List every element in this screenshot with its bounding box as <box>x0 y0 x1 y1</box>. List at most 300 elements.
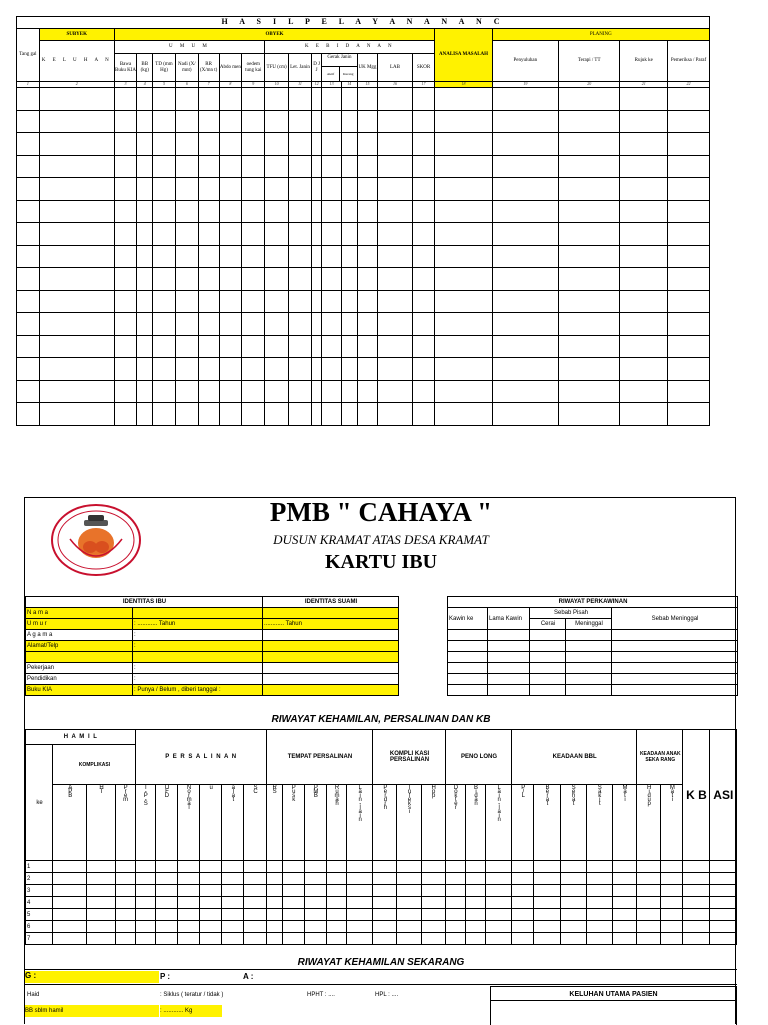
kehamilan-cell[interactable] <box>200 909 222 921</box>
kehamilan-cell[interactable] <box>486 921 512 933</box>
anc-cell[interactable] <box>357 155 378 178</box>
kehamilan-cell[interactable] <box>222 933 244 945</box>
anc-cell[interactable] <box>322 290 342 313</box>
anc-cell[interactable] <box>311 200 321 223</box>
anc-cell[interactable] <box>137 403 153 426</box>
anc-cell[interactable] <box>559 245 620 268</box>
anc-cell[interactable] <box>265 133 289 156</box>
kehamilan-cell[interactable] <box>326 873 346 885</box>
anc-cell[interactable] <box>175 313 198 336</box>
anc-cell[interactable] <box>265 290 289 313</box>
kehamilan-cell[interactable] <box>661 921 683 933</box>
anc-cell[interactable] <box>114 110 137 133</box>
anc-cell[interactable] <box>219 268 242 291</box>
kehamilan-cell[interactable] <box>155 885 177 897</box>
anc-cell[interactable] <box>311 155 321 178</box>
anc-cell[interactable] <box>412 268 435 291</box>
kehamilan-cell[interactable] <box>178 897 200 909</box>
anc-cell[interactable] <box>311 380 321 403</box>
anc-cell[interactable] <box>412 245 435 268</box>
anc-cell[interactable] <box>342 110 358 133</box>
perkawinan-cell[interactable] <box>448 685 488 696</box>
kehamilan-cell[interactable] <box>661 933 683 945</box>
kehamilan-cell[interactable] <box>612 921 636 933</box>
anc-cell[interactable] <box>357 88 378 111</box>
anc-cell[interactable] <box>492 245 558 268</box>
anc-cell[interactable] <box>137 245 153 268</box>
anc-cell[interactable] <box>322 223 342 246</box>
anc-cell[interactable] <box>39 380 114 403</box>
anc-cell[interactable] <box>17 313 40 336</box>
anc-cell[interactable] <box>175 290 198 313</box>
anc-cell[interactable] <box>265 380 289 403</box>
anc-cell[interactable] <box>39 178 114 201</box>
identitas-suami-value[interactable] <box>263 608 399 619</box>
anc-cell[interactable] <box>198 200 219 223</box>
anc-cell[interactable] <box>620 313 668 336</box>
kehamilan-cell[interactable] <box>282 921 304 933</box>
anc-cell[interactable] <box>492 268 558 291</box>
anc-cell[interactable] <box>114 200 137 223</box>
kehamilan-cell[interactable] <box>87 921 115 933</box>
kehamilan-cell[interactable] <box>326 885 346 897</box>
anc-cell[interactable] <box>668 403 710 426</box>
anc-cell[interactable] <box>620 268 668 291</box>
anc-cell[interactable] <box>311 358 321 381</box>
anc-cell[interactable] <box>265 88 289 111</box>
kehamilan-cell[interactable] <box>244 861 266 873</box>
anc-cell[interactable] <box>412 110 435 133</box>
perkawinan-cell[interactable] <box>530 663 566 674</box>
perkawinan-cell[interactable] <box>612 630 738 641</box>
anc-cell[interactable] <box>114 313 137 336</box>
anc-cell[interactable] <box>311 268 321 291</box>
kehamilan-cell[interactable] <box>115 885 135 897</box>
kehamilan-cell[interactable] <box>373 897 397 909</box>
kehamilan-cell[interactable] <box>87 933 115 945</box>
anc-cell[interactable] <box>198 290 219 313</box>
kehamilan-cell[interactable] <box>465 897 485 909</box>
anc-cell[interactable] <box>378 133 412 156</box>
anc-cell[interactable] <box>153 223 176 246</box>
kehamilan-cell[interactable] <box>178 873 200 885</box>
anc-cell[interactable] <box>198 313 219 336</box>
anc-cell[interactable] <box>357 290 378 313</box>
anc-cell[interactable] <box>289 313 312 336</box>
perkawinan-cell[interactable] <box>566 663 612 674</box>
kehamilan-cell[interactable] <box>512 873 534 885</box>
kehamilan-cell[interactable] <box>397 873 421 885</box>
anc-cell[interactable] <box>153 245 176 268</box>
kehamilan-cell[interactable] <box>155 873 177 885</box>
anc-cell[interactable] <box>322 358 342 381</box>
anc-cell[interactable] <box>219 380 242 403</box>
kehamilan-cell[interactable] <box>512 921 534 933</box>
anc-cell[interactable] <box>435 200 492 223</box>
kehamilan-cell[interactable] <box>222 873 244 885</box>
kehamilan-cell[interactable] <box>534 861 560 873</box>
kehamilan-cell[interactable] <box>200 873 222 885</box>
perkawinan-cell[interactable] <box>488 674 530 685</box>
kehamilan-cell[interactable] <box>486 873 512 885</box>
anc-cell[interactable] <box>153 178 176 201</box>
kehamilan-cell[interactable] <box>586 873 612 885</box>
anc-cell[interactable] <box>668 335 710 358</box>
kehamilan-cell[interactable] <box>200 861 222 873</box>
anc-cell[interactable] <box>322 155 342 178</box>
anc-cell[interactable] <box>39 133 114 156</box>
anc-cell[interactable] <box>342 223 358 246</box>
anc-cell[interactable] <box>219 155 242 178</box>
anc-cell[interactable] <box>242 313 265 336</box>
anc-cell[interactable] <box>322 313 342 336</box>
anc-cell[interactable] <box>559 268 620 291</box>
kehamilan-cell[interactable] <box>53 909 87 921</box>
anc-cell[interactable] <box>137 133 153 156</box>
anc-cell[interactable] <box>412 178 435 201</box>
anc-cell[interactable] <box>198 335 219 358</box>
kehamilan-cell[interactable] <box>683 861 709 873</box>
kehamilan-cell[interactable] <box>135 909 155 921</box>
anc-cell[interactable] <box>114 335 137 358</box>
anc-cell[interactable] <box>492 200 558 223</box>
kehamilan-cell[interactable] <box>244 933 266 945</box>
anc-cell[interactable] <box>137 380 153 403</box>
kehamilan-cell[interactable] <box>560 933 586 945</box>
kehamilan-cell[interactable] <box>421 933 445 945</box>
anc-cell[interactable] <box>412 290 435 313</box>
kehamilan-cell[interactable] <box>637 933 661 945</box>
kehamilan-cell[interactable] <box>586 933 612 945</box>
kehamilan-cell[interactable] <box>512 897 534 909</box>
kehamilan-cell[interactable] <box>135 861 155 873</box>
anc-cell[interactable] <box>289 358 312 381</box>
anc-cell[interactable] <box>153 313 176 336</box>
anc-cell[interactable] <box>668 380 710 403</box>
kehamilan-cell[interactable] <box>373 861 397 873</box>
anc-cell[interactable] <box>492 403 558 426</box>
kehamilan-cell[interactable] <box>266 909 282 921</box>
kehamilan-cell[interactable] <box>155 909 177 921</box>
kehamilan-cell[interactable] <box>266 921 282 933</box>
anc-cell[interactable] <box>175 380 198 403</box>
anc-cell[interactable] <box>311 223 321 246</box>
kehamilan-cell[interactable] <box>586 885 612 897</box>
anc-cell[interactable] <box>492 335 558 358</box>
anc-cell[interactable] <box>242 245 265 268</box>
anc-cell[interactable] <box>265 223 289 246</box>
anc-cell[interactable] <box>137 110 153 133</box>
anc-cell[interactable] <box>620 380 668 403</box>
kehamilan-cell[interactable] <box>266 933 282 945</box>
perkawinan-cell[interactable] <box>530 641 566 652</box>
anc-cell[interactable] <box>435 380 492 403</box>
anc-cell[interactable] <box>559 88 620 111</box>
kehamilan-cell[interactable] <box>135 885 155 897</box>
kehamilan-cell[interactable] <box>534 897 560 909</box>
anc-cell[interactable] <box>219 290 242 313</box>
anc-cell[interactable] <box>39 335 114 358</box>
anc-cell[interactable] <box>17 110 40 133</box>
anc-cell[interactable] <box>378 178 412 201</box>
anc-cell[interactable] <box>265 200 289 223</box>
kehamilan-cell[interactable] <box>282 885 304 897</box>
anc-cell[interactable] <box>289 88 312 111</box>
anc-cell[interactable] <box>289 335 312 358</box>
anc-cell[interactable] <box>219 313 242 336</box>
anc-cell[interactable] <box>17 223 40 246</box>
perkawinan-cell[interactable] <box>612 652 738 663</box>
kehamilan-cell[interactable] <box>612 873 636 885</box>
kehamilan-cell[interactable] <box>373 921 397 933</box>
keluhan-utama-box[interactable] <box>490 1001 737 1025</box>
kehamilan-cell[interactable] <box>465 933 485 945</box>
kehamilan-cell[interactable] <box>87 861 115 873</box>
kehamilan-cell[interactable] <box>326 933 346 945</box>
anc-cell[interactable] <box>435 223 492 246</box>
identitas-suami-value[interactable]: ............ Tahun <box>263 619 399 630</box>
kehamilan-cell[interactable] <box>486 861 512 873</box>
kehamilan-cell[interactable] <box>326 861 346 873</box>
anc-cell[interactable] <box>620 335 668 358</box>
kehamilan-cell[interactable] <box>222 885 244 897</box>
anc-cell[interactable] <box>342 403 358 426</box>
kehamilan-cell[interactable] <box>397 921 421 933</box>
anc-cell[interactable] <box>322 245 342 268</box>
kehamilan-cell[interactable] <box>200 897 222 909</box>
perkawinan-cell[interactable] <box>488 652 530 663</box>
kehamilan-cell[interactable] <box>612 897 636 909</box>
kehamilan-cell[interactable] <box>709 909 736 921</box>
anc-cell[interactable] <box>242 403 265 426</box>
anc-cell[interactable] <box>219 358 242 381</box>
anc-cell[interactable] <box>289 155 312 178</box>
anc-cell[interactable] <box>39 155 114 178</box>
kehamilan-cell[interactable] <box>512 909 534 921</box>
perkawinan-cell[interactable] <box>488 641 530 652</box>
kehamilan-cell[interactable] <box>465 861 485 873</box>
anc-cell[interactable] <box>311 403 321 426</box>
kehamilan-cell[interactable] <box>373 933 397 945</box>
kehamilan-cell[interactable] <box>282 861 304 873</box>
anc-cell[interactable] <box>198 178 219 201</box>
kehamilan-cell[interactable] <box>661 909 683 921</box>
anc-cell[interactable] <box>198 245 219 268</box>
anc-cell[interactable] <box>198 403 219 426</box>
anc-cell[interactable] <box>289 290 312 313</box>
kehamilan-cell[interactable] <box>586 861 612 873</box>
anc-cell[interactable] <box>342 133 358 156</box>
kehamilan-cell[interactable] <box>421 909 445 921</box>
kehamilan-cell[interactable] <box>282 933 304 945</box>
kehamilan-cell[interactable] <box>486 897 512 909</box>
kehamilan-cell[interactable] <box>200 933 222 945</box>
kehamilan-cell[interactable] <box>709 861 736 873</box>
anc-cell[interactable] <box>492 178 558 201</box>
kehamilan-cell[interactable] <box>347 909 373 921</box>
kehamilan-cell[interactable] <box>304 861 326 873</box>
anc-cell[interactable] <box>620 403 668 426</box>
anc-cell[interactable] <box>378 403 412 426</box>
perkawinan-cell[interactable] <box>612 641 738 652</box>
kehamilan-cell[interactable] <box>445 861 465 873</box>
kehamilan-cell[interactable] <box>326 909 346 921</box>
anc-cell[interactable] <box>265 358 289 381</box>
anc-cell[interactable] <box>198 110 219 133</box>
anc-cell[interactable] <box>620 110 668 133</box>
kehamilan-cell[interactable] <box>560 909 586 921</box>
anc-cell[interactable] <box>219 245 242 268</box>
anc-cell[interactable] <box>342 290 358 313</box>
anc-cell[interactable] <box>559 358 620 381</box>
kehamilan-cell[interactable] <box>612 861 636 873</box>
anc-cell[interactable] <box>435 88 492 111</box>
anc-cell[interactable] <box>137 178 153 201</box>
identitas-value[interactable] <box>133 608 263 619</box>
anc-cell[interactable] <box>242 178 265 201</box>
anc-cell[interactable] <box>153 290 176 313</box>
anc-cell[interactable] <box>435 290 492 313</box>
anc-cell[interactable] <box>559 290 620 313</box>
kehamilan-cell[interactable] <box>266 861 282 873</box>
identitas-suami-value[interactable] <box>263 663 399 674</box>
anc-cell[interactable] <box>668 110 710 133</box>
anc-cell[interactable] <box>435 313 492 336</box>
anc-cell[interactable] <box>311 133 321 156</box>
anc-cell[interactable] <box>378 358 412 381</box>
anc-cell[interactable] <box>311 245 321 268</box>
anc-cell[interactable] <box>289 245 312 268</box>
anc-cell[interactable] <box>492 223 558 246</box>
kehamilan-cell[interactable] <box>612 885 636 897</box>
anc-cell[interactable] <box>357 245 378 268</box>
anc-cell[interactable] <box>289 223 312 246</box>
kehamilan-cell[interactable] <box>421 897 445 909</box>
anc-cell[interactable] <box>114 403 137 426</box>
kehamilan-cell[interactable] <box>53 933 87 945</box>
kehamilan-cell[interactable] <box>637 921 661 933</box>
anc-cell[interactable] <box>412 88 435 111</box>
kehamilan-cell[interactable] <box>304 933 326 945</box>
anc-cell[interactable] <box>357 313 378 336</box>
anc-cell[interactable] <box>620 133 668 156</box>
anc-cell[interactable] <box>435 403 492 426</box>
anc-cell[interactable] <box>559 380 620 403</box>
kehamilan-cell[interactable] <box>200 921 222 933</box>
anc-cell[interactable] <box>114 178 137 201</box>
perkawinan-cell[interactable] <box>566 685 612 696</box>
anc-cell[interactable] <box>668 178 710 201</box>
anc-cell[interactable] <box>175 245 198 268</box>
anc-cell[interactable] <box>242 380 265 403</box>
anc-cell[interactable] <box>342 178 358 201</box>
kehamilan-cell[interactable] <box>486 909 512 921</box>
anc-cell[interactable] <box>378 245 412 268</box>
identitas-suami-value[interactable] <box>263 685 399 696</box>
kehamilan-cell[interactable] <box>87 909 115 921</box>
anc-cell[interactable] <box>342 380 358 403</box>
kehamilan-cell[interactable] <box>135 897 155 909</box>
kehamilan-cell[interactable] <box>347 897 373 909</box>
kehamilan-cell[interactable] <box>347 933 373 945</box>
anc-cell[interactable] <box>378 380 412 403</box>
kehamilan-cell[interactable] <box>397 861 421 873</box>
anc-cell[interactable] <box>175 88 198 111</box>
anc-cell[interactable] <box>137 358 153 381</box>
kehamilan-cell[interactable] <box>586 921 612 933</box>
anc-cell[interactable] <box>242 223 265 246</box>
anc-cell[interactable] <box>265 335 289 358</box>
anc-cell[interactable] <box>17 358 40 381</box>
perkawinan-cell[interactable] <box>448 663 488 674</box>
anc-cell[interactable] <box>342 200 358 223</box>
kehamilan-cell[interactable] <box>266 897 282 909</box>
identitas-suami-value[interactable] <box>263 641 399 652</box>
anc-cell[interactable] <box>435 133 492 156</box>
anc-cell[interactable] <box>17 403 40 426</box>
anc-cell[interactable] <box>435 268 492 291</box>
anc-cell[interactable] <box>322 403 342 426</box>
perkawinan-cell[interactable] <box>488 685 530 696</box>
anc-cell[interactable] <box>219 335 242 358</box>
anc-cell[interactable] <box>175 403 198 426</box>
perkawinan-cell[interactable] <box>566 652 612 663</box>
kehamilan-cell[interactable] <box>282 897 304 909</box>
anc-cell[interactable] <box>219 133 242 156</box>
anc-cell[interactable] <box>559 133 620 156</box>
anc-cell[interactable] <box>114 290 137 313</box>
anc-cell[interactable] <box>492 155 558 178</box>
anc-cell[interactable] <box>435 110 492 133</box>
anc-cell[interactable] <box>289 403 312 426</box>
kehamilan-cell[interactable] <box>421 885 445 897</box>
kehamilan-cell[interactable] <box>326 921 346 933</box>
anc-cell[interactable] <box>175 223 198 246</box>
anc-cell[interactable] <box>114 133 137 156</box>
anc-cell[interactable] <box>265 110 289 133</box>
anc-cell[interactable] <box>17 133 40 156</box>
perkawinan-cell[interactable] <box>612 663 738 674</box>
kehamilan-cell[interactable] <box>637 897 661 909</box>
kehamilan-cell[interactable] <box>612 909 636 921</box>
anc-cell[interactable] <box>412 335 435 358</box>
anc-cell[interactable] <box>668 88 710 111</box>
kehamilan-cell[interactable] <box>709 933 736 945</box>
kehamilan-cell[interactable] <box>445 921 465 933</box>
anc-cell[interactable] <box>289 200 312 223</box>
anc-cell[interactable] <box>175 335 198 358</box>
kehamilan-cell[interactable] <box>282 909 304 921</box>
anc-cell[interactable] <box>198 223 219 246</box>
identitas-value[interactable]: : ............ Tahun <box>133 619 263 630</box>
kehamilan-cell[interactable] <box>465 873 485 885</box>
anc-cell[interactable] <box>342 358 358 381</box>
anc-cell[interactable] <box>17 88 40 111</box>
anc-cell[interactable] <box>114 245 137 268</box>
kehamilan-cell[interactable] <box>421 873 445 885</box>
perkawinan-cell[interactable] <box>566 674 612 685</box>
kehamilan-cell[interactable] <box>373 885 397 897</box>
perkawinan-cell[interactable] <box>612 685 738 696</box>
anc-cell[interactable] <box>620 290 668 313</box>
anc-cell[interactable] <box>242 110 265 133</box>
kehamilan-cell[interactable] <box>661 897 683 909</box>
anc-cell[interactable] <box>39 313 114 336</box>
kehamilan-cell[interactable] <box>282 873 304 885</box>
kehamilan-cell[interactable] <box>266 873 282 885</box>
kehamilan-cell[interactable] <box>87 885 115 897</box>
anc-cell[interactable] <box>153 88 176 111</box>
